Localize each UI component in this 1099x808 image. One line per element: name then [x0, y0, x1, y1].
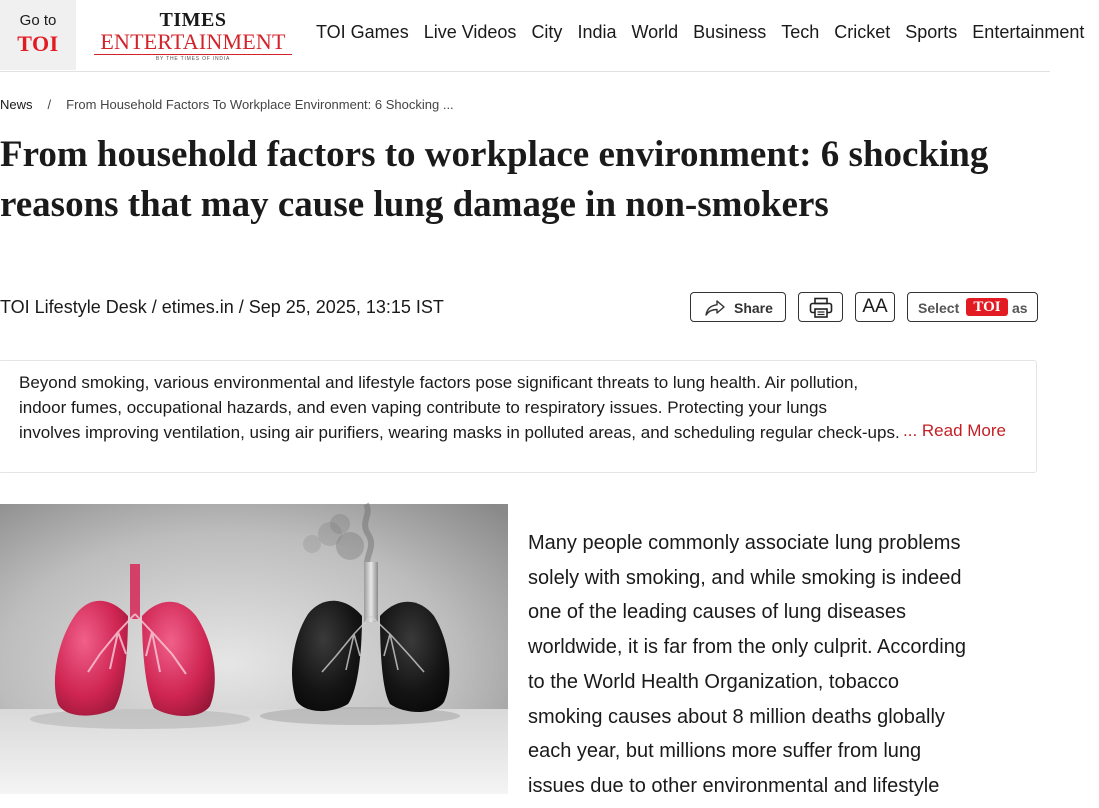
body-line: issues due to other environmental and lifestyle	[528, 774, 940, 797]
go-to-label: Go to	[19, 12, 57, 29]
article-body-paragraph	[528, 526, 1043, 804]
go-to-toi-link[interactable]	[0, 0, 76, 70]
article-headline: From household factors to workplace environment: 6 shocking reasons that may cause lung damage in non-smokers	[0, 134, 989, 225]
nav-item-cricket[interactable]: Cricket	[834, 22, 891, 42]
nav-item-live-videos[interactable]: Live Videos	[423, 22, 517, 42]
times-entertainment-logo[interactable]	[90, 10, 296, 62]
breadcrumb-current: From Household Factors To Workplace Environment: 6 Shocking ...	[66, 97, 454, 112]
summary-line: involves improving ventilation, using air purifiers, wearing masks in polluted areas, and scheduling regular check-ups.	[19, 423, 900, 442]
main-nav	[316, 22, 1099, 43]
printer-icon	[809, 297, 833, 319]
select-prefix: Select	[918, 300, 960, 316]
body-line: to the World Health Organization, tobacco	[528, 670, 899, 693]
nav-item-toi-games[interactable]: TOI Games	[316, 22, 409, 42]
print-button[interactable]	[798, 292, 843, 322]
top-navigation-bar	[0, 0, 1085, 72]
breadcrumb-separator: /	[47, 97, 52, 112]
body-line: worldwide, it is far from the only culprit. According	[528, 636, 966, 659]
nav-item-entertainment[interactable]: Entertainment	[972, 22, 1085, 42]
logo-line-byline: BY THE TIMES OF INDIA	[94, 54, 292, 62]
share-button[interactable]	[690, 292, 786, 322]
nav-item-india[interactable]: India	[577, 22, 617, 42]
select-suffix: as	[1012, 300, 1028, 316]
logo-line-entertainment: ENTERTAINMENT	[100, 29, 286, 54]
summary-line: Beyond smoking, various environmental and lifestyle factors pose significant threats to lung health. Air pollution,	[19, 373, 859, 392]
body-line: solely with smoking, and while smoking is indeed	[528, 566, 962, 589]
summary-text	[19, 370, 1019, 445]
body-line: each year, but millions more suffer from lung	[528, 740, 922, 763]
share-label: Share	[734, 300, 773, 316]
breadcrumb	[0, 97, 454, 112]
summary-line: indoor fumes, occupational hazards, and even vaping contribute to respiratory issues. Protecting your lungs	[19, 398, 827, 417]
breadcrumb-home[interactable]: News	[0, 97, 33, 112]
body-line: Many people commonly associate lung problems	[528, 532, 961, 554]
article-byline: TOI Lifestyle Desk / etimes.in / Sep 25, 2025, 13:15 IST	[0, 297, 444, 317]
article-hero-image	[0, 504, 508, 794]
logo-line-times: TIMES	[159, 9, 227, 31]
nav-item-tech[interactable]: Tech	[781, 22, 820, 42]
nav-item-business[interactable]: Business	[693, 22, 767, 42]
read-more-link[interactable]: ... Read More	[903, 421, 1006, 440]
font-size-button[interactable]: AA	[855, 292, 895, 322]
body-line: smoking causes about 8 million deaths globally	[528, 705, 945, 728]
share-arrow-icon	[704, 299, 726, 317]
select-toi-preferred-source-button[interactable]	[907, 292, 1038, 322]
body-line: one of the leading causes of lung diseases	[528, 601, 907, 624]
lungs-illustration	[0, 504, 508, 794]
nav-item-city[interactable]: City	[531, 22, 563, 42]
nav-item-sports[interactable]: Sports	[905, 22, 958, 42]
article-summary-box	[0, 360, 1037, 473]
toi-logo-text: TOI	[17, 31, 59, 56]
toi-badge: TOI	[966, 298, 1008, 316]
nav-item-world[interactable]: World	[631, 22, 679, 42]
